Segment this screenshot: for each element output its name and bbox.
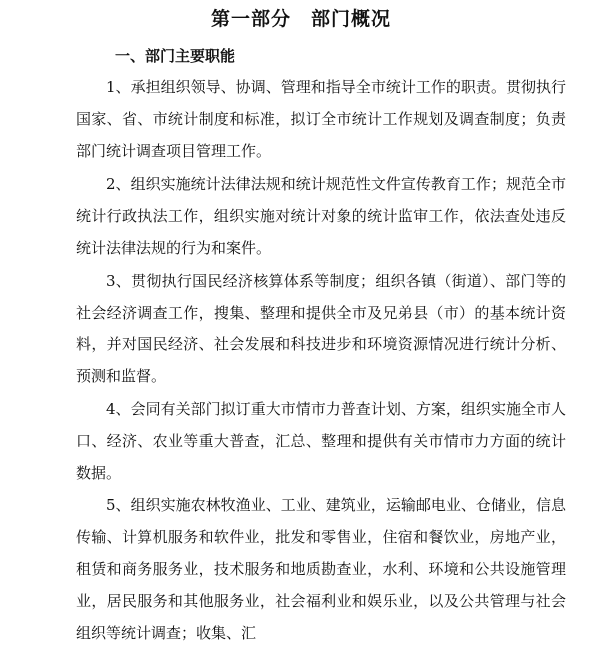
section-heading: 一、部门主要职能 bbox=[115, 47, 236, 65]
paragraph-1: 1、承担组织领导、协调、管理和指导全市统计工作的职责。贯彻执行国家、省、市统计制度和标准，拟订全市统计工作规划及调查制度；负责部门统计调查项目管理工作。 bbox=[76, 78, 566, 160]
paragraph-2: 2、组织实施统计法律法规和统计规范性文件宣传教育工作；规范全市统计行政执法工作，组织实施对统计对象的统计监审工作，依法查处违反统计法律法规的行为和案件。 bbox=[76, 175, 566, 257]
page-title: 第一部分 部门概况 bbox=[210, 8, 391, 30]
body-text bbox=[76, 72, 566, 649]
paragraph-4: 4、会同有关部门拟订重大市情市力普查计划、方案，组织实施全市人口、经济、农业等重大普查，汇总、整理和提供有关市情市力方面的统计数据。 bbox=[76, 399, 566, 482]
paragraph-3: 3、贯彻执行国民经济核算体系等制度；组织各镇（街道）、部门等的社会经济调查工作，搜集、整理和提供全市及兄弟县（市）的基本统计资料，并对国民经济、社会发展和科技进步和环境资源情况进行统计分析、预测和监督。 bbox=[76, 271, 566, 386]
paragraph-5: 5、组织实施农林牧渔业、工业、建筑业，运输邮电业、仓储业，信息传输、计算机服务和软件业，批发和零售业，住宿和餐饮业，房地产业，租赁和商务服务业，技术服务和地质勘查业，水利、环境和公共设施管理业，居民服务和其他服务业，社会福利业和娱乐业，以及公共管理与社会组织等统计调查；收集、汇 bbox=[76, 496, 566, 642]
